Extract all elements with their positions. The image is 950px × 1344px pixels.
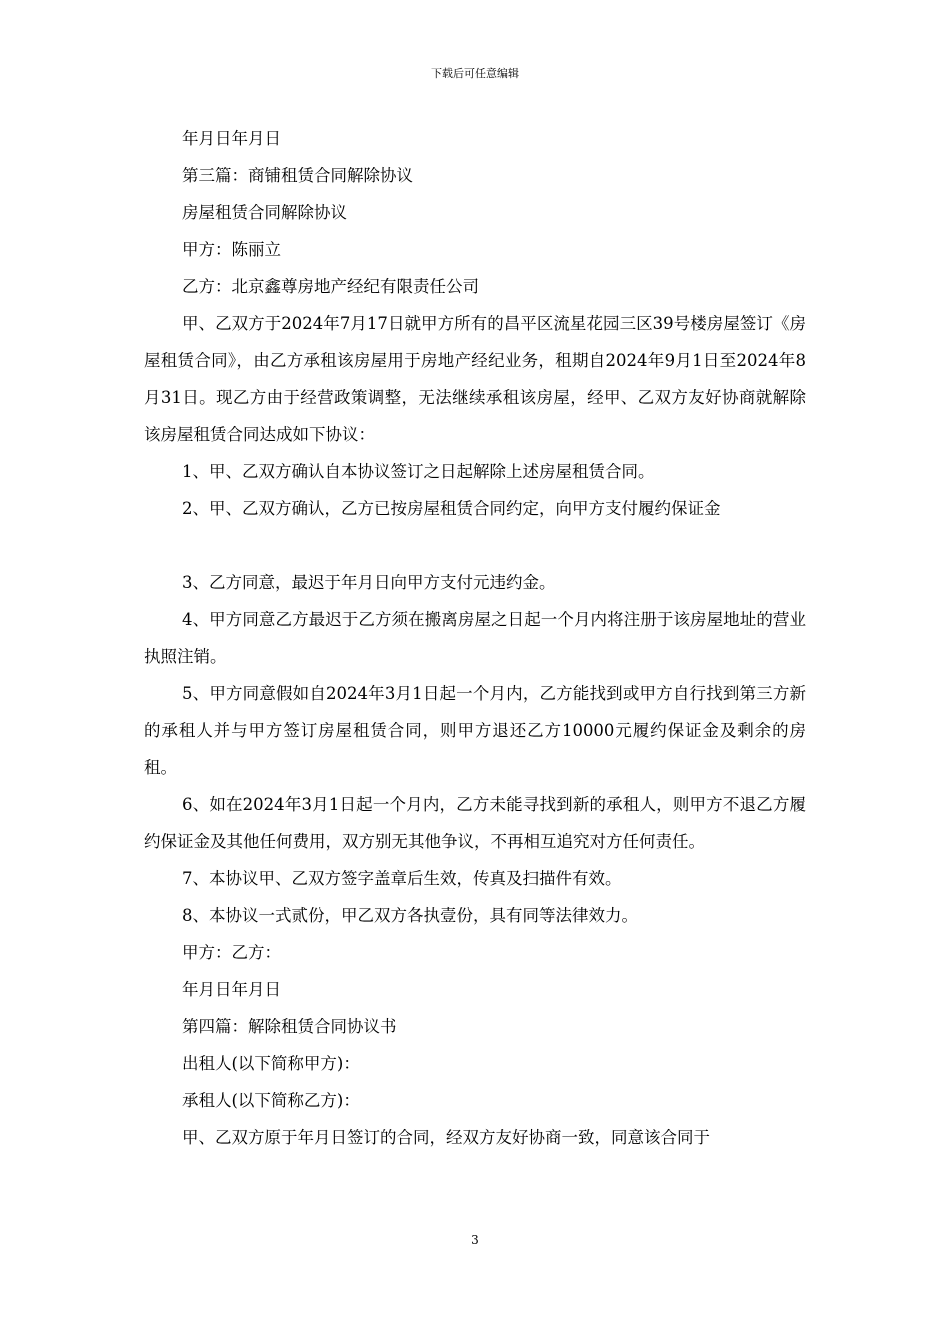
agreement-title: 房屋租赁合同解除协议 (182, 203, 347, 222)
party-a-line: 甲方：陈丽立 (182, 240, 281, 259)
party-b-line: 乙方：北京鑫尊房地产经纪有限责任公司 (182, 277, 479, 296)
section-heading-3: 第三篇：商铺租赁合同解除协议 (182, 166, 413, 185)
lessee-line: 承租人(以下简称乙方)： (182, 1091, 360, 1110)
blank-line (144, 527, 806, 564)
clause-2: 2、甲、乙双方确认，乙方已按房屋租赁合同约定，向甲方支付履约保证金 (182, 499, 721, 518)
preamble-paragraph: 甲、乙双方于2024年7月17日就甲方所有的昌平区流星花园三区39号楼房屋签订《房屋租赁合同》，由乙方承租该房屋用于房地产经纪业务，租期自2024年9月1日至2024年8月31日。现乙方由于经营政策调整，无法继续承租该房屋，经甲、乙双方友好协商就解除该房屋租赁合同达成如下协议： (144, 314, 806, 444)
signature-date-line: 年月日年月日 (182, 980, 281, 999)
clause-5: 5、甲方同意假如自2024年3月1日起一个月内，乙方能找到或甲方自行找到第三方新的承租人并与甲方签订房屋租赁合同，则甲方退还乙方10000元履约保证金及剩余的房租。 (144, 684, 806, 777)
section-heading-4: 第四篇：解除租赁合同协议书 (182, 1017, 397, 1036)
clause-1: 1、甲、乙双方确认自本协议签订之日起解除上述房屋租赁合同。 (182, 462, 655, 481)
date-line: 年月日年月日 (182, 129, 281, 148)
document-body (144, 120, 806, 1156)
clause-8: 8、本协议一式贰份，甲乙双方各执壹份，具有同等法律效力。 (182, 906, 638, 925)
page-header-note: 下载后可任意编辑 (431, 67, 519, 80)
clause-7: 7、本协议甲、乙双方签字盖章后生效，传真及扫描件有效。 (182, 869, 622, 888)
lessor-line: 出租人(以下简称甲方)： (182, 1054, 360, 1073)
signature-line: 甲方：乙方： (182, 943, 281, 962)
clause-3: 3、乙方同意，最迟于年月日向甲方支付元违约金。 (182, 573, 556, 592)
clause-4: 4、甲方同意乙方最迟于乙方须在搬离房屋之日起一个月内将注册于该房屋地址的营业执照注销。 (144, 610, 806, 666)
page-number: 3 (471, 1233, 479, 1247)
termination-paragraph: 甲、乙双方原于年月日签订的合同，经双方友好协商一致，同意该合同于 (182, 1128, 710, 1147)
clause-6: 6、如在2024年3月1日起一个月内，乙方未能寻找到新的承租人，则甲方不退乙方履约保证金及其他任何费用，双方别无其他争议，不再相互追究对方任何责任。 (144, 795, 806, 851)
